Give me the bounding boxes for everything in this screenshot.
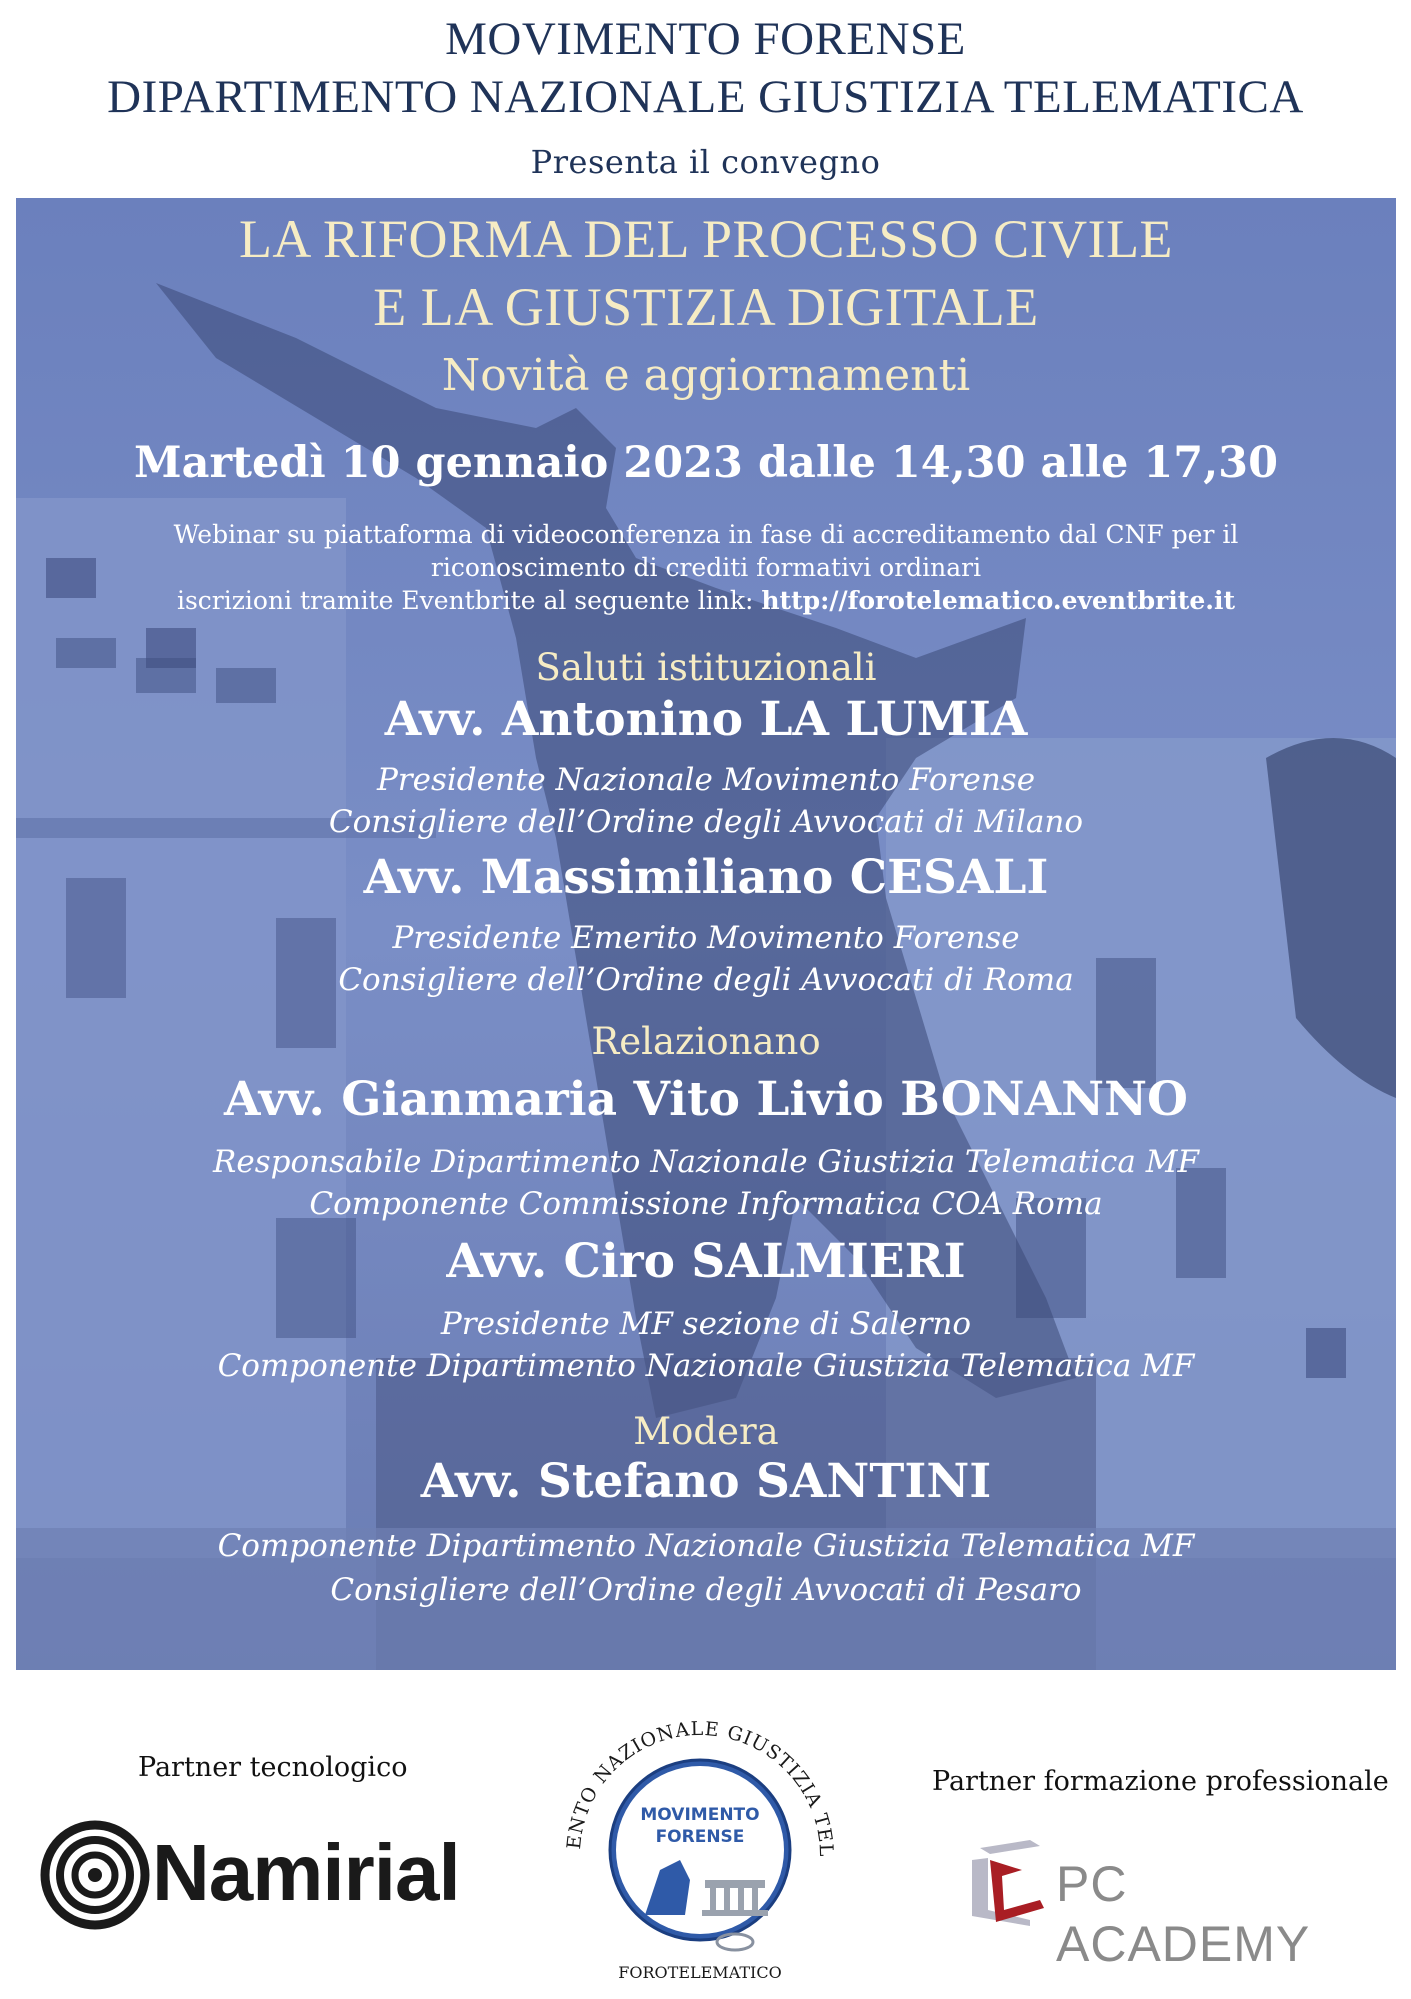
speaker-5-name: Avv. Stefano SANTINI [420, 1454, 992, 1509]
greetings-heading: Saluti istituzionali [535, 646, 877, 689]
speaker-1-name: Avv. Antonino LA LUMIA [384, 692, 1028, 747]
tech-partner-label: Partner tecnologico [138, 1752, 408, 1783]
department-name: DIPARTIMENTO NAZIONALE GIUSTIZIA TELEMATICA [107, 71, 1304, 123]
info-line3 [16, 586, 1396, 615]
seal-logo-icon [540, 1680, 860, 1990]
info-line1: Webinar su piattaforma di videoconferenza in fase di accreditamento dal CNF per il [173, 520, 1239, 549]
moderator-heading: Modera [633, 1410, 779, 1453]
pc-academy-mark-icon [960, 1830, 1060, 1930]
presents-text: Presenta il convegno [530, 143, 881, 181]
speaker-2-name: Avv. Massimiliano CESALI [363, 850, 1049, 905]
speakers-heading: Relazionano [591, 1020, 821, 1063]
seal-center-line1: MOVIMENTO [640, 1805, 760, 1825]
info-line2: riconoscimento di crediti formativi ordinari [430, 553, 982, 582]
seal-center-line2: FORENSE [655, 1827, 745, 1847]
speaker-1-role-1: Presidente Nazionale Movimento Forense [376, 762, 1036, 798]
speaker-3-name: Avv. Gianmaria Vito Livio BONANNO [224, 1072, 1188, 1127]
seal-ring-text: ENTO NAZIONALE GIUSTIZIA TEL [562, 1717, 838, 1858]
speaker-4-role-1: Presidente MF sezione di Salerno [440, 1306, 972, 1342]
info-line3-prefix: iscrizioni tramite Eventbrite al seguente link: [176, 586, 762, 615]
speaker-4-name: Avv. Ciro SALMIERI [446, 1234, 966, 1289]
org-name: MOVIMENTO FORENSE [445, 13, 966, 65]
department-seal [540, 1680, 860, 1990]
training-partner-label: Partner formazione professionale [932, 1766, 1389, 1797]
speaker-1-role-2: Consigliere dell’Ordine degli Avvocati di Milano [328, 804, 1084, 840]
speaker-5-role-2: Consigliere dell’Ordine degli Avvocati di Pesaro [330, 1572, 1082, 1608]
event-title-line1: LA RIFORMA DEL PROCESSO CIVILE [238, 209, 1174, 269]
speaker-5-role-1: Componente Dipartimento Nazionale Giustizia Telematica MF [217, 1528, 1195, 1564]
pc-academy-wordmark: PC ACADEMY [1056, 1856, 1311, 1972]
event-datetime: Martedì 10 gennaio 2023 dalle 14,30 alle 17,30 [133, 438, 1278, 488]
speaker-2-role-1: Presidente Emerito Movimento Forense [392, 920, 1020, 956]
pc-academy-logo [960, 1830, 1380, 1972]
event-title-line2: E LA GIUSTIZIA DIGITALE [373, 277, 1039, 337]
namirial-logo [40, 1820, 490, 1930]
speaker-2-role-2: Consigliere dell’Ordine degli Avvocati di Roma [338, 962, 1074, 998]
speaker-3-role-1: Responsabile Dipartimento Nazionale Giustizia Telematica MF [213, 1144, 1199, 1180]
poster-panel [16, 198, 1396, 1670]
eventbrite-link[interactable]: http://forotelematico.eventbrite.it [761, 586, 1235, 615]
speaker-3-role-2: Componente Commissione Informatica COA Roma [309, 1186, 1103, 1222]
seal-bottom-text: FOROTELEMATICO [618, 1963, 782, 1982]
event-subtitle: Novità e aggiornamenti [441, 350, 971, 401]
speaker-4-role-2: Componente Dipartimento Nazionale Giustizia Telematica MF [217, 1348, 1195, 1384]
namirial-wordmark: Namirial [152, 1828, 460, 1917]
